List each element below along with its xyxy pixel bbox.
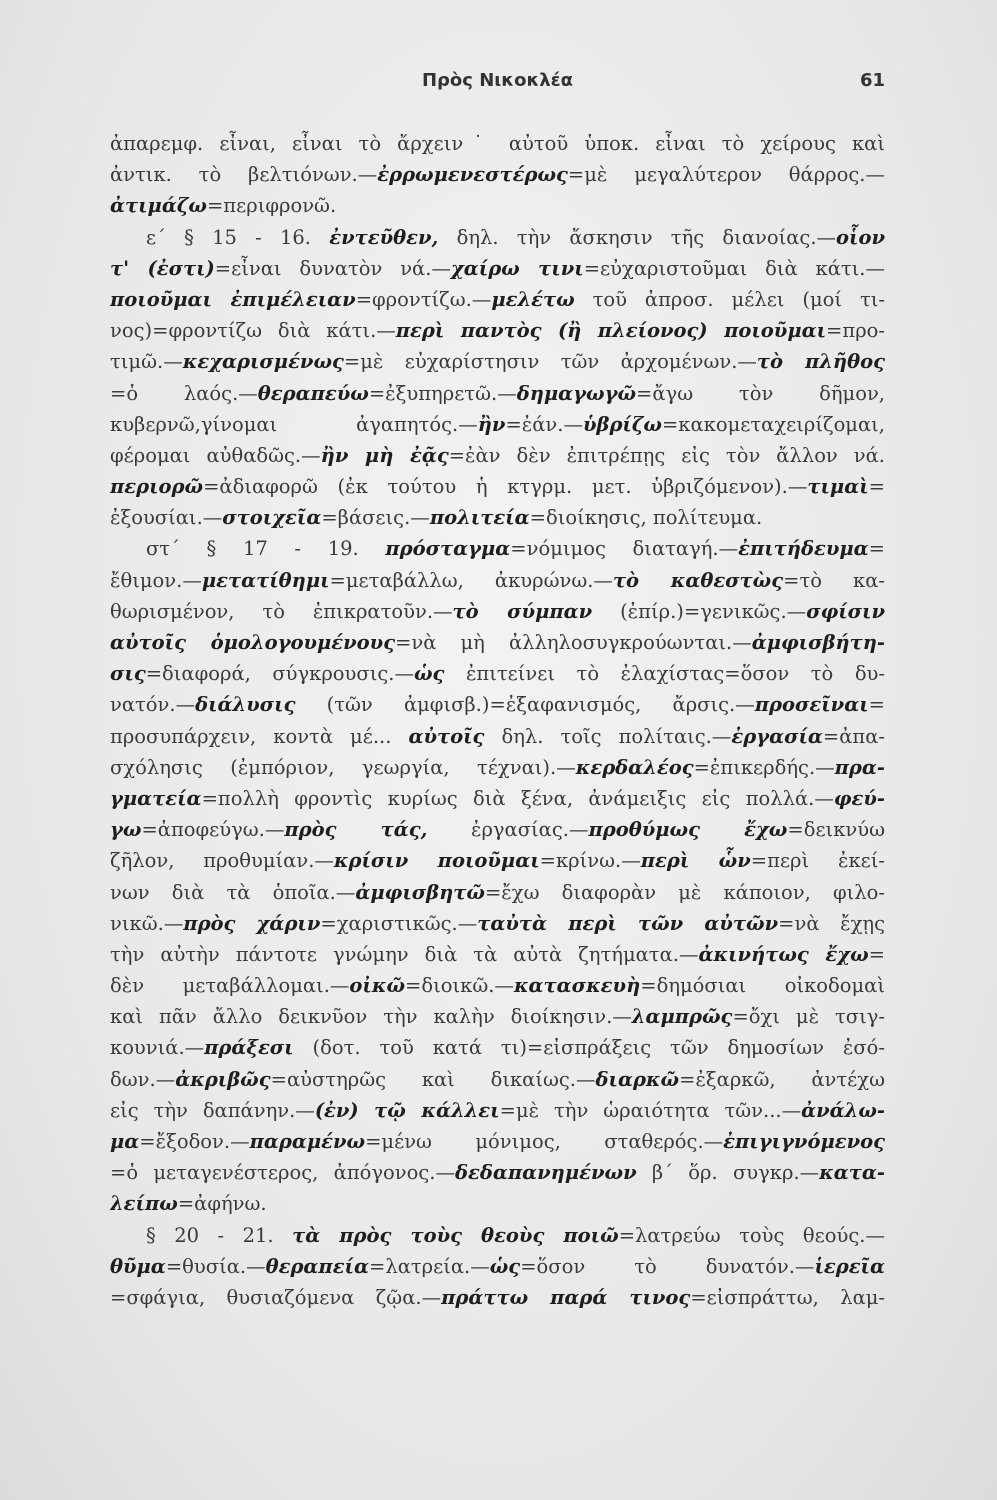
text-line [110, 378, 885, 409]
glossary-term: σις [110, 662, 146, 686]
text-line [110, 1282, 885, 1313]
glossary-term: (ἐν) τῷ κάλλει [314, 1098, 500, 1122]
glossary-term: οἰκῶ [349, 974, 406, 998]
text-line [110, 1220, 885, 1251]
gloss-text: =ἐὰν δὲν ἐπιτρέπῃς εἰς τὸν ἄλλον νά. [448, 443, 885, 467]
text-line [110, 845, 885, 876]
gloss-text: =αὐστηρῶς καὶ δικαίως.— [270, 1067, 596, 1091]
glossary-term: ποιοῦμαι ἐπιμέλειαν [110, 287, 356, 311]
glossary-term: τὸ πλῆθος [756, 350, 885, 374]
glossary-term: μελέτω [491, 287, 575, 311]
glossary-term: πράττω παρά τινος [441, 1285, 691, 1309]
gloss-text: νος)=φροντίζω διὰ κάτι.— [110, 319, 396, 343]
text-line [110, 128, 885, 159]
running-title: Πρὸς Νικοκλέα [421, 70, 574, 91]
gloss-text: =νόμιμος διαταγή.— [510, 537, 739, 561]
text-line [110, 1095, 885, 1126]
gloss-text: θωρισμένον, τὸ ἐπικρατοῦν.— [110, 599, 453, 623]
glossary-term: κατα- [819, 1161, 885, 1185]
gloss-text: κουνιά.— [110, 1036, 205, 1060]
gloss-text: στ´ § 17 - 19. [146, 537, 386, 561]
gloss-text: δων.— [110, 1067, 176, 1091]
glossary-term: τὸ καθεστὼς [612, 568, 784, 592]
gloss-text: =ἀφήνω. [177, 1192, 267, 1216]
gloss-text: δὲν μεταβάλλομαι.— [110, 974, 350, 998]
glossary-term: θῦμα [110, 1254, 166, 1278]
glossary-term: ἐπιτήδευμα [738, 537, 869, 561]
gloss-text: ἐξουσίαι.— [110, 506, 223, 530]
glossary-term: δεδαπανημένων [455, 1161, 637, 1185]
gloss-text: =μὲ τὴν ὡραιότητα τῶν...— [499, 1098, 802, 1122]
gloss-text: ζῆλον, προθυμίαν.— [110, 849, 334, 873]
gloss-text: σχόλησις (ἐμπόριον, γεωργία, τέχναι).— [110, 755, 576, 779]
glossary-term: θεραπεύω [257, 381, 369, 405]
gloss-text: = [868, 475, 885, 499]
glossary-term: ἢν [477, 412, 506, 436]
gloss-text: =λατρεία.— [369, 1254, 490, 1278]
gloss-text: = [868, 942, 885, 966]
gloss-text: =ἐξαρκῶ, ἀντέχω [679, 1067, 885, 1091]
gloss-text: =κρίνω.— [539, 849, 641, 873]
glossary-term: κερδαλέος [575, 755, 694, 779]
text-line [110, 721, 885, 752]
text-line [110, 1064, 885, 1095]
gloss-text: τιμῶ.— [110, 350, 183, 374]
text-line [110, 253, 885, 284]
gloss-text: =ὄχι μὲ τσιγ- [732, 1005, 885, 1029]
running-header [100, 70, 895, 100]
page-number: 61 [859, 70, 885, 91]
glossary-term: κεχαρισμένως [182, 350, 344, 374]
glossary-term: αὐτοῖς ὁμολογουμένους [110, 631, 396, 654]
glossary-term: μετατίθημι [201, 568, 330, 592]
gloss-text: =μὲ εὐχαρίστησιν τῶν ἀρχομένων.— [343, 350, 757, 374]
glossary-term: περὶ ὧν [640, 849, 751, 873]
text-line [110, 159, 885, 190]
text-line [110, 970, 885, 1001]
gloss-text: =σφάγια, θυσιαζόμενα ζῷα.— [110, 1285, 442, 1309]
text-line [110, 502, 885, 533]
glossary-term: τὰ πρὸς τοὺς θεοὺς ποιῶ [292, 1223, 619, 1247]
glossary-term: πολιτεία [429, 506, 530, 530]
gloss-text: =ἔξοδον.— [139, 1130, 250, 1153]
glossary-term: δημαγωγῶ [516, 381, 637, 405]
glossary-term: παραμένω [249, 1130, 366, 1153]
glossary-term: ἀτιμάζω [110, 194, 207, 218]
gloss-text: προσυπάρχειν, κοντὰ μέ... [110, 724, 409, 748]
gloss-text: =πολλὴ φροντὶς κυρίως διὰ ξένα, ἀνάμειξις εἰς πολλά.— [201, 786, 834, 810]
text-line [110, 222, 885, 253]
gloss-text: νατόν.— [110, 693, 196, 717]
gloss-text: τοῦ ἀπροσ. μέλει (μοί τι- [574, 287, 885, 311]
glossary-term: ἀνάλω- [801, 1098, 885, 1122]
glossary-term: λαμπρῶς [631, 1005, 733, 1029]
gloss-text: =κακομεταχειρίζομαι, [661, 412, 885, 436]
glossary-term: κατασκευὴ [513, 974, 641, 998]
gloss-text: =ἀδιαφορῶ (ἐκ τούτου ἡ κτγρμ. μετ. ὑβριζόμενον).— [203, 475, 808, 499]
text-line [110, 284, 885, 315]
text-line [110, 814, 885, 845]
glossary-term: αὐτοῖς [408, 724, 485, 748]
text-line [110, 1157, 885, 1188]
text-line [110, 533, 885, 564]
glossary-term: ἐπιγιγνόμενος [723, 1130, 885, 1153]
glossary-term: γω [110, 818, 142, 842]
glossary-term: λείπω [110, 1192, 178, 1216]
glossary-term: ὑβρίζω [582, 412, 662, 436]
glossary-term: ἀκινήτως ἔχω [698, 942, 869, 966]
glossary-term: ἀμφισβητῶ [355, 880, 485, 904]
gloss-text: =θυσία.— [165, 1254, 266, 1278]
glossary-term: ἱερεῖα [814, 1254, 885, 1278]
gloss-text: § 20 - 21. [146, 1223, 293, 1247]
gloss-text: τὴν αὐτὴν πάντοτε γνώμην διὰ τὰ αὐτὰ ζητήματα.— [110, 942, 699, 966]
gloss-text: =δεικνύω [787, 818, 885, 842]
gloss-text: =ὁ λαός.— [110, 381, 258, 405]
gloss-text: =περιφρονῶ. [206, 194, 337, 218]
text-line [110, 409, 885, 440]
glossary-text [110, 128, 885, 1313]
glossary-term: φεύ- [833, 786, 885, 810]
glossary-term: ἐργασία [731, 724, 823, 748]
gloss-text: ἔθιμον.— [110, 568, 202, 592]
glossary-term: πρὸς τάς, [284, 818, 428, 842]
gloss-text: =ἔχω διαφορὰν μὲ κάποιον, φιλο- [484, 880, 885, 904]
gloss-text: =ἐπικερδής.— [693, 755, 835, 779]
glossary-term: τιμαὶ [807, 475, 869, 499]
glossary-term: πράξεσι [204, 1036, 294, 1060]
gloss-text: =εἶναι δυνατὸν νά.— [214, 256, 451, 280]
glossary-term: πρα- [834, 755, 885, 779]
text-line [110, 908, 885, 939]
gloss-text: =ἀποφεύγω.— [141, 818, 285, 842]
glossary-term: πρὸς χάριν [183, 911, 321, 935]
glossary-term: τ' (ἐστι) [110, 256, 215, 280]
glossary-term: διάλυσις [195, 693, 296, 717]
text-line [110, 658, 885, 689]
text-line [110, 627, 885, 658]
glossary-term: στοιχεῖα [222, 506, 322, 530]
gloss-text: =μεταβάλλω, ἀκυρώνω.— [329, 568, 613, 592]
gloss-text: =διοίκησις, πολίτευμα. [529, 506, 763, 530]
glossary-term: θεραπεία [265, 1254, 369, 1278]
text-line [110, 1001, 885, 1032]
gloss-text: =ἐξυπηρετῶ.— [368, 381, 517, 405]
gloss-text: =περὶ ἐκεί- [750, 849, 885, 873]
gloss-text: (τῶν ἀμφισβ.)=ἐξαφανισμός, ἄρσις.— [295, 693, 755, 717]
gloss-text: =ἄγω τὸν δῆμον, [636, 381, 885, 405]
gloss-text: =χαριστικῶς.— [320, 911, 478, 935]
glossary-term: περιορῶ [110, 475, 204, 499]
text-line [110, 471, 885, 502]
text-line [110, 1188, 885, 1219]
gloss-text: δηλ. τὴν ἄσκησιν τῆς διανοίας.— [438, 225, 837, 249]
text-line [110, 190, 885, 221]
gloss-text: φέρομαι αὐθαδῶς.— [110, 443, 321, 467]
text-line [110, 315, 885, 346]
glossary-term: ἀμφισβήτη- [751, 631, 885, 654]
text-line [110, 440, 885, 471]
glossary-term: ἐντεῦθεν, [329, 225, 439, 249]
text-line [110, 1126, 885, 1157]
gloss-text: εἰς τὴν δαπάνην.— [110, 1098, 315, 1122]
glossary-term: σφίσιν [806, 599, 885, 623]
gloss-text: =εἰσπράττω, λαμ- [690, 1285, 885, 1309]
gloss-text: =διοικῶ.— [405, 974, 514, 998]
glossary-term: ὡς [489, 1254, 521, 1278]
glossary-term: περὶ παντὸς (ἢ πλείονος) ποιοῦμαι [395, 319, 827, 343]
text-line [110, 346, 885, 377]
gloss-text: =τὸ κα- [783, 568, 885, 592]
gloss-text: ἀντικ. τὸ βελτιόνων.— [110, 163, 378, 187]
glossary-term: πρόσταγμα [385, 537, 511, 561]
glossary-term: διαρκῶ [595, 1067, 680, 1091]
glossary-term: ὡς [413, 662, 445, 686]
gloss-text: =μὲ μεγαλύτερον θάρρος.— [567, 163, 885, 187]
gloss-text: =φροντίζω.— [355, 287, 492, 311]
glossary-term: οἷον [836, 225, 885, 249]
glossary-term: χαίρω τινι [450, 256, 584, 280]
gloss-text: καὶ πᾶν ἄλλο δεικνῦον τὴν καλὴν διοίκησιν.— [110, 1005, 632, 1029]
text-line [110, 596, 885, 627]
gloss-text: = [868, 693, 885, 717]
glossary-term: τὸ σύμπαν [452, 599, 593, 623]
glossary-term: κρίσιν ποιοῦμαι [333, 849, 540, 873]
glossary-term: μα [110, 1130, 140, 1153]
gloss-text: =λατρεύω τοὺς θεούς.— [618, 1223, 885, 1247]
gloss-text: =ὅσον τὸ δυνατόν.— [520, 1254, 815, 1278]
gloss-text: ἐργασίας.— [427, 818, 589, 842]
gloss-text: =δημόσιαι οἰκοδομαὶ [640, 974, 885, 998]
gloss-text: ε´ § 15 - 16. [146, 225, 330, 249]
gloss-text: =νὰ ἔχῃς [778, 911, 885, 935]
gloss-text: νικῶ.— [110, 911, 184, 935]
text-line [110, 939, 885, 970]
gloss-text: =διαφορά, σύγκρουσις.— [145, 662, 414, 686]
text-line [110, 877, 885, 908]
gloss-text: δηλ. τοῖς πολίταις.— [484, 724, 732, 748]
gloss-text: β´ ὅρ. συγκρ.— [636, 1161, 820, 1185]
text-line [110, 565, 885, 596]
gloss-text: =ἐάν.— [505, 412, 583, 436]
gloss-text: =νὰ μὴ ἀλληλοσυγκρούωνται.— [395, 631, 752, 654]
glossary-term: ἀκριβῶς [175, 1067, 271, 1091]
glossary-term: ἢν μὴ ἐᾷς [320, 443, 449, 467]
glossary-term: προσεῖναι [754, 693, 869, 717]
gloss-text: =ἀπα- [822, 724, 885, 748]
glossary-term: ἐρρωμενεστέρως [377, 163, 568, 187]
gloss-text: (δοτ. τοῦ κατά τι)=εἰσπράξεις τῶν δημοσίων ἐσό- [293, 1036, 885, 1060]
gloss-text: =ὁ μεταγενέστερος, ἀπόγονος.— [110, 1161, 455, 1185]
gloss-text: (ἐπίρ.)=γενικῶς.— [592, 599, 807, 623]
gloss-text: =εὐχαριστοῦμαι διὰ κάτι.— [583, 256, 885, 280]
gloss-text: ἐπιτείνει τὸ ἐλαχίστας=ὅσον τὸ δυ- [444, 662, 885, 686]
gloss-text: =βάσεις.— [321, 506, 430, 530]
gloss-text: =μένω μόνιμος, σταθερός.— [365, 1130, 724, 1153]
glossary-term: ταὐτὰ περὶ τῶν αὐτῶν [477, 911, 779, 935]
gloss-text: ἀπαρεμφ. εἶναι, εἶναι τὸ ἄρχειν˙ αὐτοῦ ὑποκ. εἶναι τὸ χείρους καὶ [110, 132, 885, 155]
gloss-text: νων διὰ τὰ ὁποῖα.— [110, 880, 356, 904]
text-line [110, 752, 885, 783]
gloss-text: =προ- [826, 319, 885, 343]
text-line [110, 689, 885, 720]
text-line [110, 1251, 885, 1282]
text-line [110, 1032, 885, 1063]
glossary-term: προθύμως ἔχω [588, 818, 788, 842]
gloss-text: κυβερνῶ,γίνομαι ἀγαπητός.— [110, 412, 478, 436]
glossary-term: γματεία [110, 786, 202, 810]
text-line [110, 783, 885, 814]
gloss-text: = [868, 537, 885, 561]
